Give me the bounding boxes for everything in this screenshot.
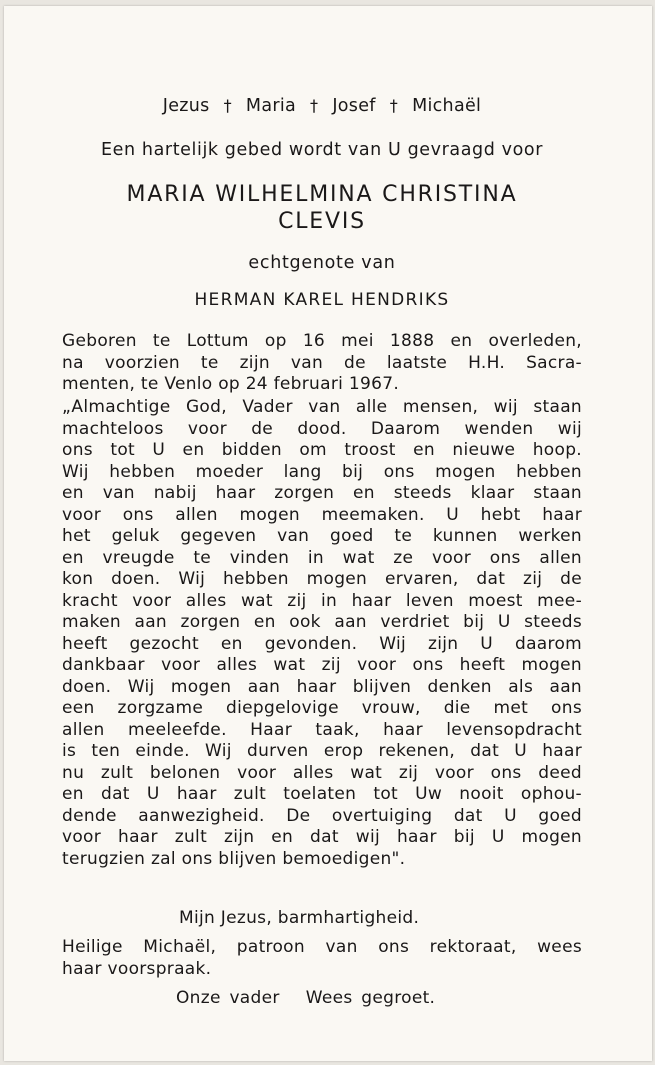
prayer-line: is ten einde. Wij durven erop rekenen, dat U haar: [62, 741, 582, 761]
patron-line: Heilige Michaël, patroon van ons rektoraat, wees: [62, 937, 582, 957]
cross-icon: †: [310, 96, 319, 115]
prayer-line: voor ons allen mogen meemaken. U hebt haar: [62, 504, 582, 525]
patron-line: haar voorspraak.: [62, 958, 212, 979]
prayer-line: machteloos voor de dood. Daarom wenden wij: [62, 418, 582, 439]
deceased-name: [62, 181, 582, 235]
notice-line: na voorzien te zijn van de laatste H.H. Sacra-: [62, 352, 582, 373]
invocation-name: Josef: [332, 96, 376, 116]
prayer-line: dankbaar voor alles wat zij voor ons heeft mogen: [62, 655, 582, 675]
ejaculation-line: Mijn Jezus, barmhartigheid.: [179, 908, 420, 928]
prayer-line: kon doen. Wij hebben mogen ervaren, dat zij de: [62, 569, 582, 589]
prayer-line: maken aan zorgen en ook aan verdriet bij U steeds: [62, 612, 582, 632]
prayer-line: en dat U haar zult toelaten tot Uw nooit ophou-: [62, 784, 582, 804]
prayer-card: [4, 6, 652, 1061]
prayer-line: voor haar zult zijn en dat wij haar bij U mogen: [62, 827, 582, 847]
prayer-request-line: Een hartelijk gebed wordt van U gevraagd voor: [101, 140, 543, 160]
prayer-line: dende aanwezigheid. De overtuiging dat U goed: [62, 805, 582, 826]
patron-invocation: [62, 937, 582, 980]
memorial-prayer: [62, 397, 582, 870]
prayer-line: doen. Wij mogen aan haar blijven denken als aan: [62, 676, 582, 697]
prayer-line: „Almachtige God, Vader van alle mensen, wij staan: [62, 397, 582, 417]
deceased-name-line: MARIA WILHELMINA CHRISTINA: [126, 182, 518, 207]
prayer-line: en vreugde te vinden in wat ze voor ons allen: [62, 547, 582, 568]
birth-death-notice: [62, 331, 582, 396]
invocation-name: Maria: [245, 96, 297, 116]
cross-icon: †: [389, 96, 399, 115]
prayer-line: kracht voor alles wat zij in haar leven moest mee-: [62, 590, 582, 611]
invocation-name: Jezus: [162, 96, 210, 116]
husband-name: HERMAN KAREL HENDRIKS: [194, 290, 450, 310]
prayer-line: Wij hebben moeder lang bij ons mogen hebben: [62, 461, 582, 482]
deceased-name-line: CLEVIS: [278, 209, 366, 234]
prayer-line: allen meeleefde. Haar taak, haar levensopdracht: [62, 719, 582, 740]
final-prayers: Onze vader Wees gegroet.: [176, 988, 436, 1008]
prayer-line: nu zult belonen voor alles wat zij voor ons deed: [62, 762, 582, 783]
notice-line: menten, te Venlo op 24 februari 1967.: [62, 374, 400, 394]
prayer-line: het geluk gegeven van goed te kunnen werken: [62, 526, 582, 546]
holy-names-invocation: [62, 96, 582, 116]
prayer-line: en van nabij haar zorgen en steeds klaar staan: [62, 483, 582, 503]
prayer-line: heeft gezocht en gevonden. Wij zijn U daarom: [62, 633, 582, 654]
spouse-label: echtgenote van: [248, 253, 396, 273]
invocation-name: Michaël: [412, 96, 482, 116]
prayer-line: ons tot U en bidden om troost en nieuwe hoop.: [62, 440, 582, 460]
notice-line: Geboren te Lottum op 16 mei 1888 en overleden,: [62, 331, 582, 351]
cross-icon: †: [223, 96, 232, 115]
prayer-line: terugzien zal ons blijven bemoedigen".: [62, 848, 406, 869]
prayer-line: een zorgzame diepgelovige vrouw, die met ons: [62, 698, 582, 718]
